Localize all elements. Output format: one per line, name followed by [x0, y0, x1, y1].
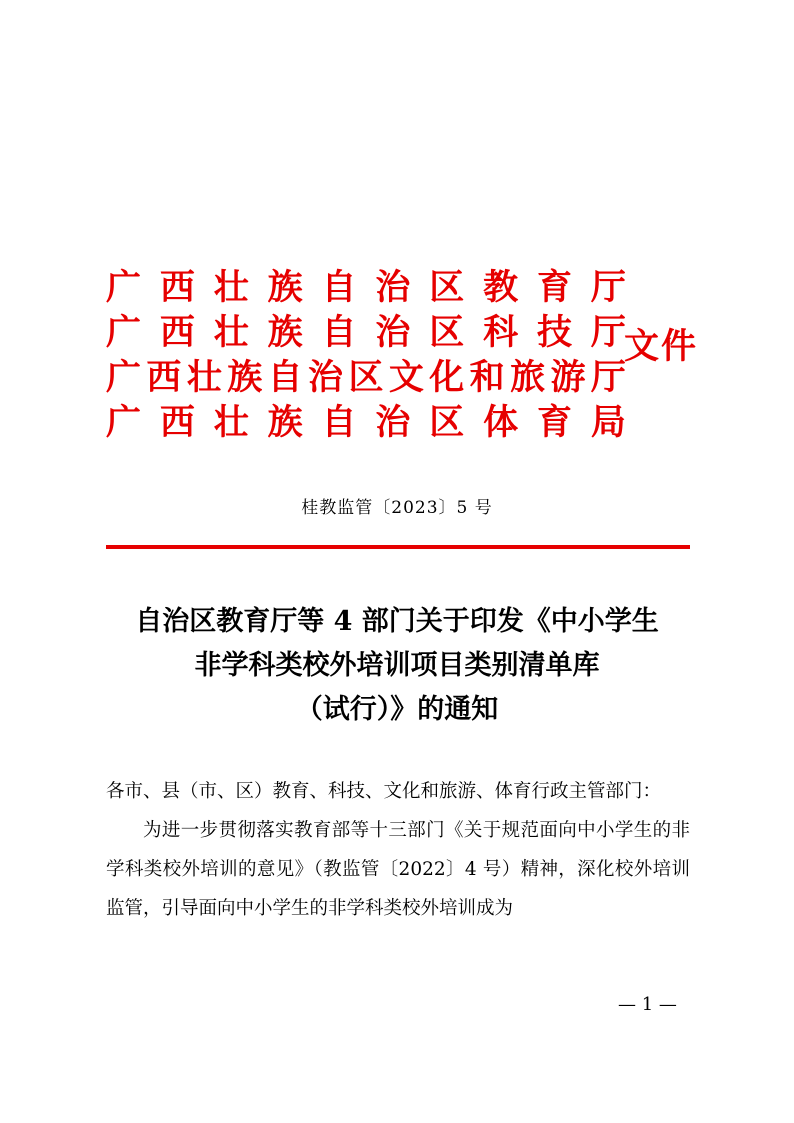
masthead-char: 治: [308, 357, 344, 398]
masthead-line-culture-tourism: [106, 355, 626, 400]
masthead-char: 治: [375, 312, 411, 353]
masthead-char: 厅: [590, 267, 626, 308]
document-number: 桂教监管〔2023〕5 号: [301, 498, 493, 518]
masthead-char: 游: [550, 357, 586, 398]
document-body: [106, 772, 690, 928]
masthead-char: 技: [537, 312, 573, 353]
masthead-char: 自: [321, 312, 357, 353]
masthead-char: 区: [348, 357, 384, 398]
masthead-char: 广: [106, 267, 142, 308]
body-paragraph: 为进一步贯彻落实教育部等十三部门《关于规范面向中小学生的非学科类校外培训的意见》（教监管〔2022〕4 号）精神，深化校外培训监管，引导面向中小学生的非学科类校外培训成为: [106, 820, 690, 919]
masthead-char: 族: [227, 357, 263, 398]
masthead-char: 治: [375, 402, 411, 443]
recipients-line: 各市、县（市、区）教育、科技、文化和旅游、体育行政主管部门：: [106, 781, 662, 802]
masthead-char: 体: [483, 402, 519, 443]
masthead-char: 和: [469, 357, 505, 398]
masthead-line-sports: [106, 400, 626, 445]
masthead-char: 族: [267, 267, 303, 308]
masthead-char: 育: [537, 267, 573, 308]
masthead-char: 区: [429, 267, 465, 308]
title-line-1: 自治区教育厅等 4 部门关于印发《中小学生: [135, 606, 659, 637]
document-title: [0, 600, 794, 732]
masthead-char: 广: [106, 402, 142, 443]
page-number: — 1 —: [618, 994, 677, 1015]
masthead-char: 壮: [186, 357, 222, 398]
red-separator-line: [106, 545, 690, 549]
masthead-char: 区: [429, 312, 465, 353]
masthead-char: 壮: [213, 267, 249, 308]
masthead-suffix: 文件: [624, 326, 699, 367]
masthead-char: 西: [159, 267, 195, 308]
masthead-line-education: [106, 265, 626, 310]
masthead-char: 厅: [590, 312, 626, 353]
masthead-char: 西: [146, 357, 182, 398]
masthead-char: 自: [321, 402, 357, 443]
title-line-3: （试行）》的通知: [295, 694, 499, 725]
masthead-char: 族: [267, 312, 303, 353]
masthead-char: 治: [375, 267, 411, 308]
masthead-char: 广: [106, 312, 142, 353]
masthead-char: 旅: [510, 357, 546, 398]
masthead-char: 族: [267, 402, 303, 443]
masthead-char: 科: [483, 312, 519, 353]
masthead-char: 化: [429, 357, 465, 398]
title-line-2: 非学科类校外培训项目类别清单库: [194, 650, 600, 681]
masthead-char: 文: [388, 357, 424, 398]
masthead-char: 自: [321, 267, 357, 308]
masthead-char: 局: [590, 402, 626, 443]
masthead-char: 育: [537, 402, 573, 443]
masthead-char: 西: [159, 402, 195, 443]
masthead-line-science: [106, 310, 626, 355]
masthead-char: 厅: [590, 357, 626, 398]
masthead-char: 西: [159, 312, 195, 353]
masthead-char: 区: [429, 402, 465, 443]
masthead: [106, 265, 626, 445]
masthead-char: 教: [483, 267, 519, 308]
masthead-char: 自: [267, 357, 303, 398]
masthead-char: 壮: [213, 312, 249, 353]
masthead-char: 广: [106, 357, 142, 398]
masthead-char: 壮: [213, 402, 249, 443]
